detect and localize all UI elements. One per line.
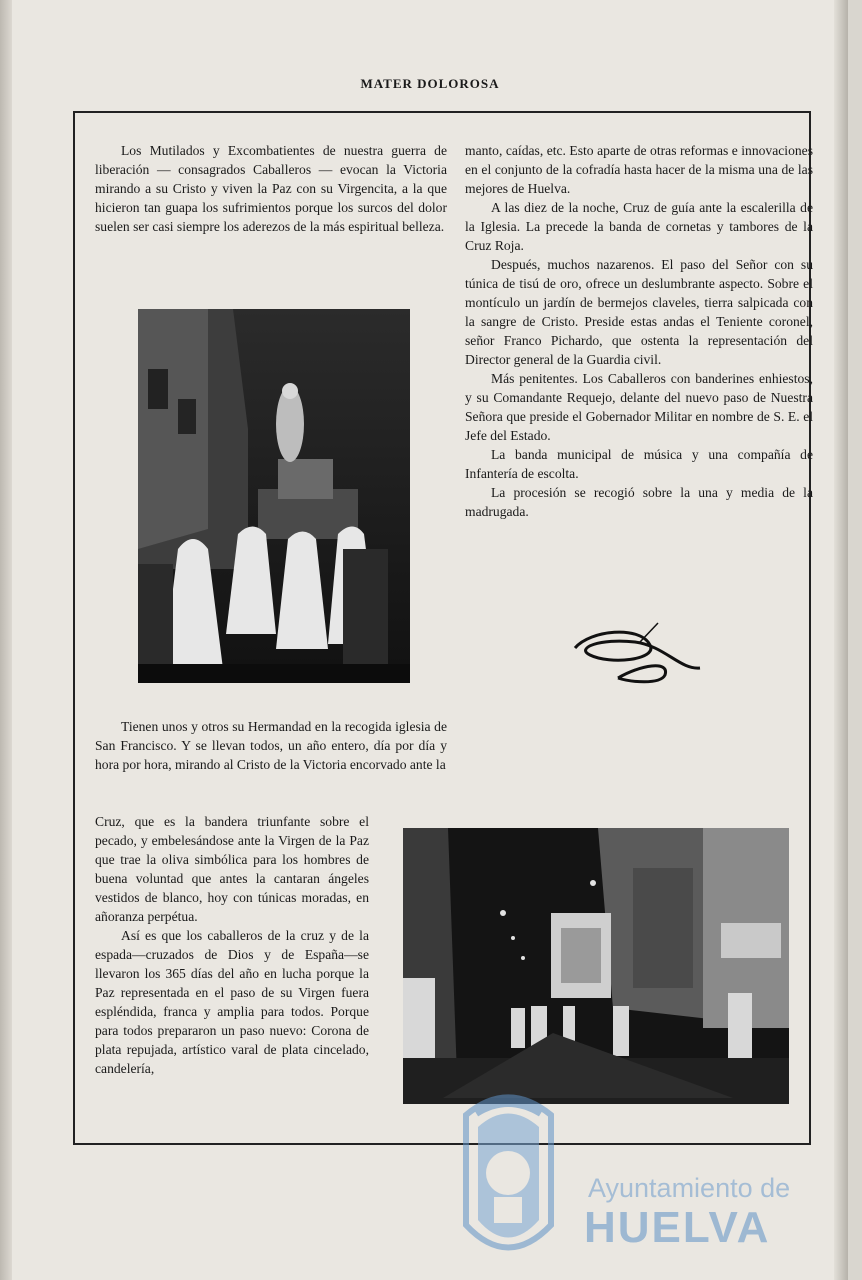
page-left-edge [0,0,12,1280]
procession-photo-virgin [403,828,789,1104]
paragraph: A las diez de la noche, Cruz de guía ante la escalerilla de la Iglesia. La precede la banda de cornetas y tambores de la Cruz Roja. [465,200,813,253]
decorative-flourish-icon [570,620,705,690]
left-column-lower [95,812,369,1078]
photo-christ-image [138,309,410,683]
paragraph: La procesión se recogió sobre la una y media de la madrugada. [465,485,813,519]
huelva-seal-icon [446,1085,571,1270]
photo-virgin-image [403,828,789,1104]
paragraph: manto, caídas, etc. Esto aparte de otras reformas e innovaciones en el conjunto de la cofradía hasta hacer de la misma una de las mejores de Huelva. [465,143,813,196]
paragraph: La banda municipal de música y una compañía de Infantería de escolta. [465,447,813,481]
page-right-edge [834,0,848,1280]
left-column-middle [95,717,447,774]
left-column-intro [95,141,447,236]
paragraph: Así es que los caballeros de la cruz y de la espada—cruzados de Dios y de España—se llevaron los 365 días del año en lucha porque la Paz representada en el paso de su Virgen fuera espléndida, franca y amplia para todos. Porque para todos prepararon un paso nuevo: Corona de plata repujada, artístico varal de plata cincelado, candelería, [95,928,369,1076]
watermark-line2: HUELVA [584,1203,771,1252]
paragraph: Los Mutilados y Excombatientes de nuestra guerra de liberación — consagrados Caballeros — evocan la Victoria mirando a su Cristo y viven la Paz con su Virgencita, a la que hicieron tan guapa los sufrimientos porque los surcos del dolor suelen ser casi siempre los aderezos de la más espiritual belleza. [95,143,447,234]
procession-photo-christ [138,309,410,683]
paragraph: Tienen unos y otros su Hermandad en la recogida iglesia de San Francisco. Y se llevan todos, un año entero, día por día y hora por hora, mirando al Cristo de la Victoria encorvado ante la [95,719,447,772]
page-header: MATER DOLOROSA [360,76,500,91]
watermark-line1: Ayuntamiento de [588,1173,791,1203]
right-column [465,141,813,521]
ayuntamiento-huelva-watermark [446,1085,806,1270]
paragraph: Después, muchos nazarenos. El paso del Señor con su túnica de tisú de oro, ofrece un deslumbrante aspecto. Sobre el montículo un jardín de bermejos claveles, tierra salpicada con la sangre de Cristo. Preside estas andas el Teniente coronel, señor Franco Pichardo, que ostenta la representación del Director general de la Guardia civil. [465,257,813,367]
paragraph: Cruz, que es la bandera triunfante sobre el pecado, y embelesándose ante la Virgen de la Paz que trae la oliva simbólica para los hombres de buena voluntad que antes la cantaran ángeles vestidos de blanco, hoy con túnicas moradas, en añoranza perpétua. [95,814,369,924]
paragraph: Más penitentes. Los Caballeros con banderines enhiestos, y su Comandante Requejo, delante del nuevo paso de Nuestra Señora que preside el Gobernador Militar en nombre de S. E. el Jefe del Estado. [465,371,813,443]
